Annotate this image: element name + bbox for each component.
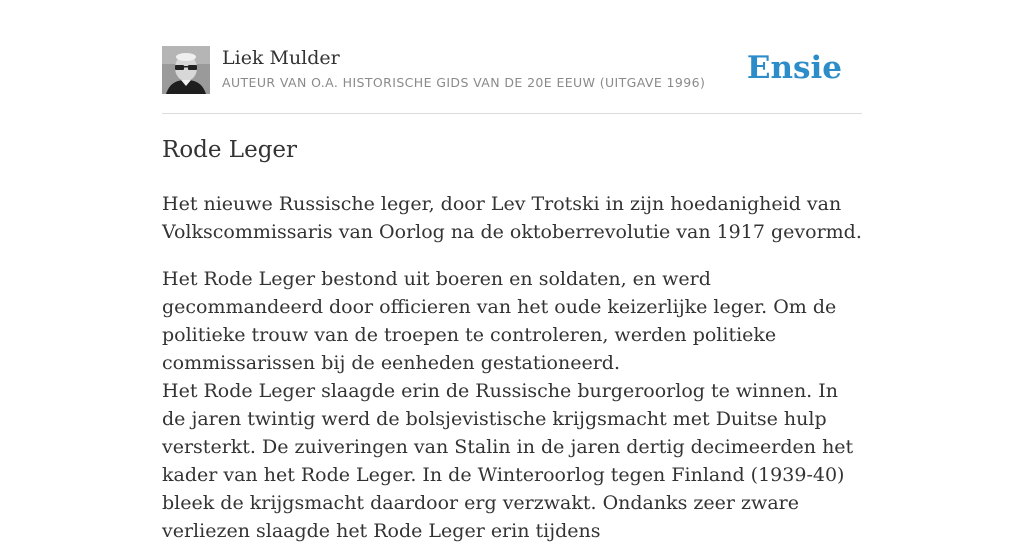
header-divider <box>162 113 862 114</box>
article-paragraph-2: Het Rode Leger bestond uit boeren en soldaten, en werd gecommandeerd door officieren van het oude keizerlijke leger. Om de politieke trouw van de troepen te controleren, werden politieke commissarissen bij de eenheden gestationeerd. <box>162 268 837 374</box>
article-title: Rode Leger <box>162 137 298 163</box>
article-paragraph-3: Het Rode Leger slaagde erin de Russische burgeroorlog te winnen. In de jaren twintig werd de bolsjevistische krijgsmacht met Duitse hulp versterkt. De zuiveringen van Stalin in de jaren dertig decimeerden het kader van het Rode Leger. In de Winteroorlog tegen Finland (1939-40) bleek de krijgsmacht daardoor erg verzwakt. Ondanks zeer zware verliezen slaagde het Rode Leger erin tijdens <box>162 380 854 542</box>
author-description: AUTEUR VAN O.A. HISTORISCHE GIDS VAN DE 20E EEUW (UITGAVE 1996) <box>222 75 706 90</box>
author-name[interactable]: Liek Mulder <box>222 47 340 69</box>
person-photo-icon <box>162 46 210 94</box>
author-avatar[interactable] <box>162 46 210 94</box>
ensie-logo[interactable]: Ensie <box>746 50 842 86</box>
article-paragraph-1: Het nieuwe Russische leger, door Lev Trotski in zijn hoedanigheid van Volkscommissaris van Oorlog na de oktoberrevolutie van 1917 gevormd. <box>162 193 862 243</box>
author-header <box>162 46 862 96</box>
